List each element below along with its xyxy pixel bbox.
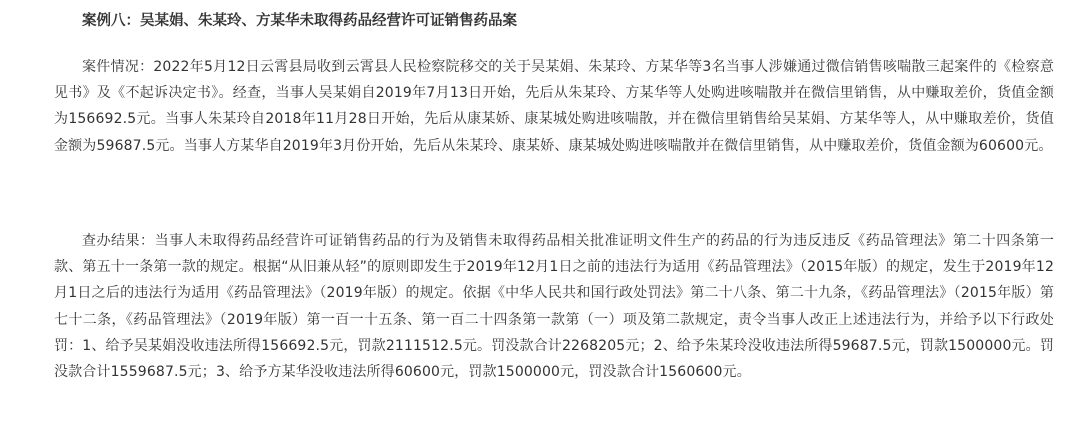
case-title: 案例八：吴某娟、朱某玲、方某华未取得药品经营许可证销售药品案 [82, 13, 517, 29]
investigation-result-paragraph: 查办结果：当事人未取得药品经营许可证销售药品的行为及销售未取得药品相关批准证明文件生产的药品的行为违反违反《药品管理法》第二十四条第一款、第五十一条第一款的规定。根据“从旧兼从轻”的原则即发生于2019年12月1日之前的违法行为适用《药品管理法》（2015年版）的规定，发生于2019年12月1日之后的违法行为适用《药品管理法》（2019年版）的规定。依据《中华人民共和国行政处罚法》第二十八条、第二十九条，《药品管理法》（2015年版）第七十二条，《药品管理法》（2019年版）第一百一十五条、第一百二十四条第一款第（一）项及第二款规定，责令当事人改正上述违法行为，并给予以下行政处罚：1、给予吴某娟没收违法所得156692.5元，罚款2111512.5元。罚没款合计2268205元；2、给予朱某玲没收违法所得59687.5元，罚款1500000元。罚没款合计1559687.5元；3、给予方某华没收违法所得60600元，罚款1500000元，罚没款合计1560600元。 [54, 233, 1054, 381]
case-situation-paragraph: 案件情况：2022年5月12日云霄县局收到云霄县人民检察院移交的关于吴某娟、朱某玲、方某华等3名当事人涉嫌通过微信销售咳喘散三起案件的《检察意见书》及《不起诉决定书》。经查，当事人吴某娟自2019年7月13日开始，先后从朱某玲、方某华等人处购进咳喘散并在微信里销售，从中赚取差价，货值金额为156692.5元。当事人朱某玲自2018年11月28日开始，先后从康某娇、康某城处购进咳喘散，并在微信里销售给吴某娟、方某华等人，从中赚取差价，货值金额为59687.5元。当事人方某华自2019年3月份开始，先后从朱某玲、康某娇、康某城处购进咳喘散并在微信里销售，从中赚取差价，货值金额为60600元。 [54, 59, 1054, 154]
